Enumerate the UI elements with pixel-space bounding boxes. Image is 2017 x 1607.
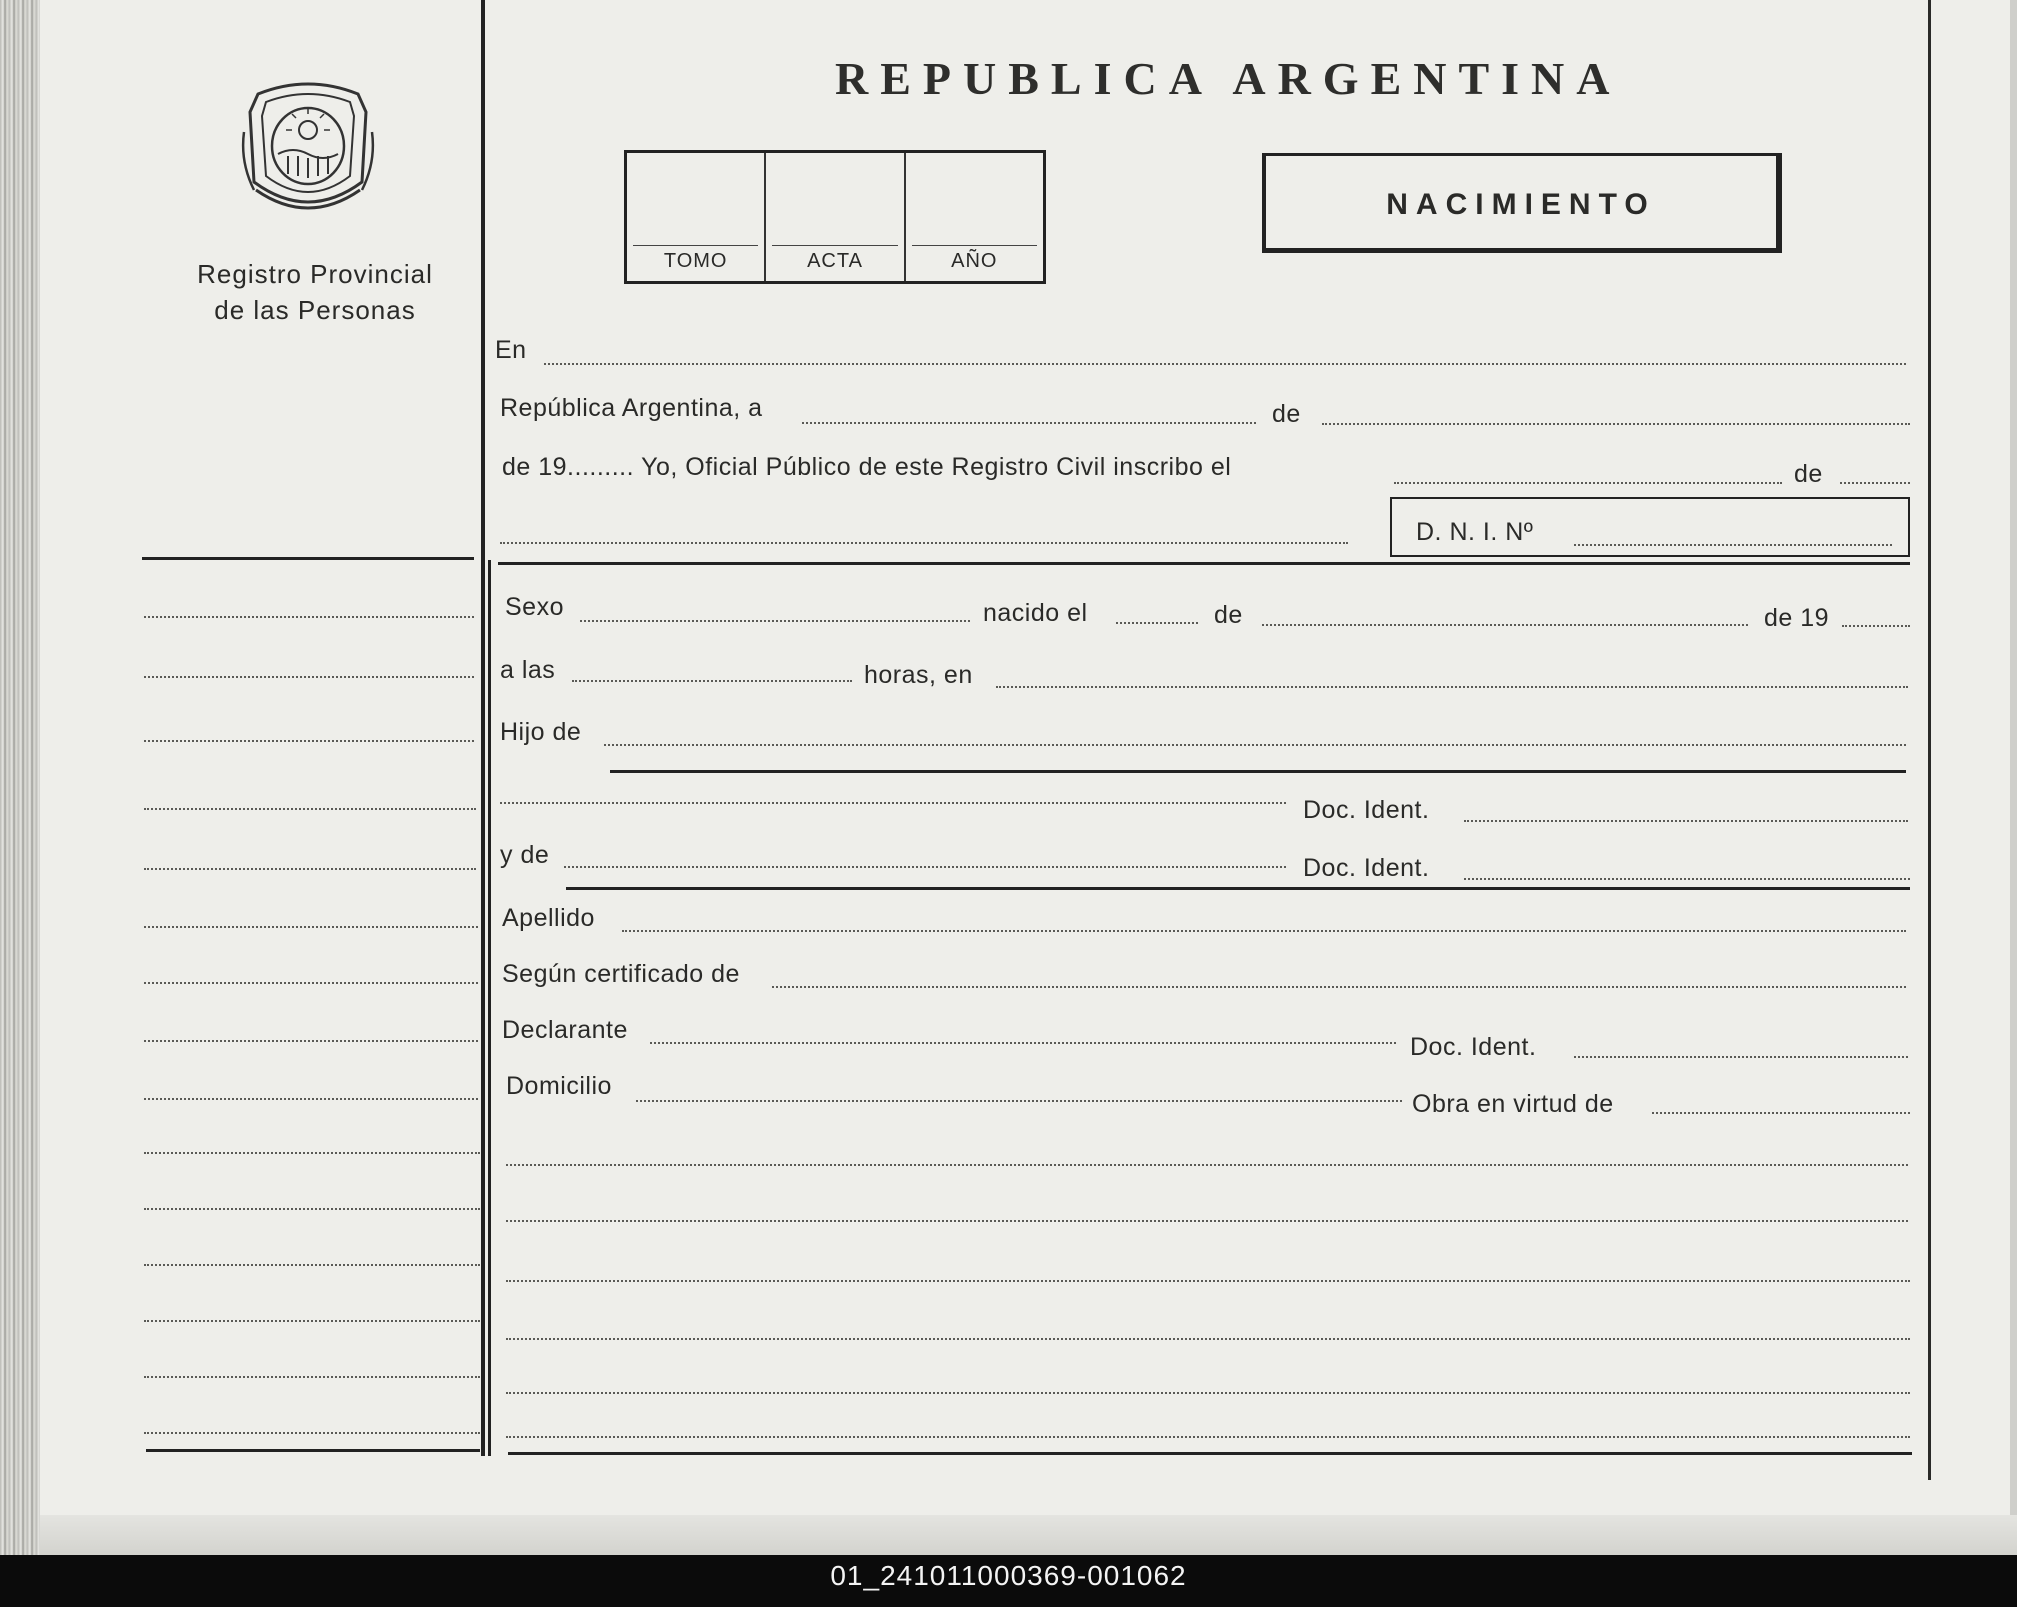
nacido-el-label: nacido el (983, 599, 1088, 627)
acta-label: ACTA (807, 250, 863, 272)
margin-note-line[interactable] (144, 1208, 480, 1210)
margin-bottom-rule (146, 1449, 480, 1452)
country-title: REPUBLICA ARGENTINA (835, 53, 1622, 104)
father-name-field[interactable] (500, 802, 1286, 804)
margin-note-line[interactable] (144, 1098, 478, 1100)
person-name-field[interactable] (500, 542, 1348, 544)
margin-note-line[interactable] (144, 926, 478, 928)
apellido-label: Apellido (502, 904, 595, 932)
doc-ident-label-1: Doc. Ident. (1303, 796, 1430, 824)
column-divider-outer (481, 0, 485, 1456)
inscribo-field[interactable] (1394, 482, 1782, 484)
inscribo-de-field[interactable] (1840, 482, 1910, 484)
margin-note-line[interactable] (144, 808, 476, 810)
record-type-box (1262, 153, 1782, 253)
parent-rule-2 (566, 887, 1910, 890)
birth-place-field[interactable] (996, 686, 1908, 688)
declarante-label: Declarante (502, 1016, 628, 1044)
margin-note-line[interactable] (144, 1320, 480, 1322)
birth-year-field[interactable] (1842, 625, 1910, 627)
record-reference-grid (624, 150, 1046, 284)
en-field[interactable] (544, 363, 1906, 365)
birth-hour-field[interactable] (572, 680, 852, 682)
yo-oficial-declaration-label: de 19......... Yo, Oficial Público de este Registro Civil inscribo el (502, 453, 1232, 481)
hijo-de-label: Hijo de (500, 718, 582, 746)
dni-label: D. N. I. Nº (1416, 518, 1534, 546)
misiones-coat-of-arms-icon (238, 72, 378, 232)
ano-label: AÑO (951, 250, 998, 272)
margin-top-rule (142, 557, 474, 560)
month-field[interactable] (1322, 423, 1910, 425)
declarante-field[interactable] (650, 1042, 1396, 1044)
de-label-3: de (1214, 601, 1243, 629)
page-right-border (1928, 0, 1931, 1480)
a-las-label: a las (500, 656, 556, 684)
domicilio-label: Domicilio (506, 1072, 612, 1100)
hijo-de-field[interactable] (604, 744, 1906, 746)
margin-note-line[interactable] (144, 1264, 480, 1266)
margin-note-line[interactable] (144, 1432, 480, 1434)
margin-note-line[interactable] (144, 740, 474, 742)
registry-name-line1: Registro Provincial (197, 259, 433, 289)
parent-rule-1 (610, 770, 1906, 773)
form-bottom-rule (508, 1452, 1912, 1455)
margin-note-line[interactable] (144, 676, 474, 678)
horas-en-label: horas, en (864, 661, 973, 689)
de-label-1: de (1272, 400, 1301, 428)
remarks-line[interactable] (506, 1164, 1908, 1166)
republica-argentina-a-label: República Argentina, a (500, 394, 763, 422)
remarks-line[interactable] (506, 1338, 1910, 1340)
page-bottom-shadow (40, 1515, 2017, 1555)
doc-ident-field-3[interactable] (1574, 1056, 1908, 1058)
domicilio-field[interactable] (636, 1100, 1402, 1102)
margin-note-line[interactable] (144, 982, 478, 984)
sexo-label: Sexo (505, 593, 564, 621)
record-type-label: NACIMIENTO (1386, 188, 1656, 221)
margin-note-line[interactable] (144, 1152, 480, 1154)
margin-note-line[interactable] (144, 868, 476, 870)
doc-ident-label-2: Doc. Ident. (1303, 854, 1430, 882)
doc-ident-field-2[interactable] (1464, 878, 1910, 880)
image-id-caption: 01_241011000369-001062 (830, 1560, 1187, 1591)
doc-ident-label-3: Doc. Ident. (1410, 1033, 1537, 1061)
birth-month-field[interactable] (1262, 624, 1748, 626)
margin-note-line[interactable] (144, 1376, 480, 1378)
birth-day-field[interactable] (1116, 622, 1198, 624)
en-label: En (495, 336, 527, 364)
ano-cell[interactable] (906, 153, 1043, 281)
registry-name-line2: de las Personas (214, 295, 416, 325)
day-field[interactable] (802, 422, 1256, 424)
mother-name-field[interactable] (564, 866, 1286, 868)
segun-certificado-label: Según certificado de (502, 960, 740, 988)
sexo-field[interactable] (580, 620, 970, 622)
de-19-label: de 19 (1764, 604, 1830, 632)
remarks-line[interactable] (506, 1220, 1908, 1222)
registry-name (150, 256, 480, 328)
remarks-line[interactable] (506, 1436, 1910, 1438)
de-label-2: de (1794, 460, 1823, 488)
y-de-label: y de (500, 841, 550, 869)
acta-cell[interactable] (766, 153, 905, 281)
margin-note-line[interactable] (144, 616, 474, 618)
obra-en-virtud-label: Obra en virtud de (1412, 1090, 1614, 1118)
tomo-label: TOMO (663, 250, 728, 272)
doc-ident-field-1[interactable] (1464, 820, 1908, 822)
remarks-line[interactable] (506, 1392, 1910, 1394)
dni-field[interactable] (1574, 544, 1892, 546)
obra-en-virtud-field[interactable] (1652, 1112, 1910, 1114)
tomo-cell[interactable] (627, 153, 766, 281)
margin-note-line[interactable] (144, 1040, 478, 1042)
certificado-field[interactable] (772, 986, 1906, 988)
section-rule-1 (498, 562, 1910, 565)
apellido-field[interactable] (622, 930, 1906, 932)
column-divider-inner (488, 560, 491, 1456)
remarks-line[interactable] (506, 1280, 1910, 1282)
